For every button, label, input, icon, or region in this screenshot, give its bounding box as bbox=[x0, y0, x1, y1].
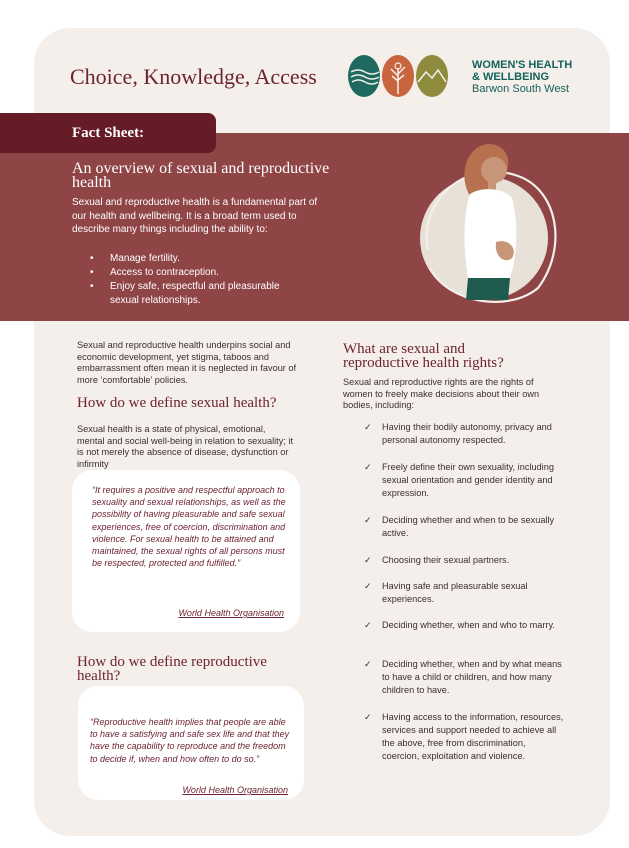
rights-item-text: Deciding whether, when and by what means to have a child or children, and how many children to have. bbox=[382, 659, 562, 695]
woman-illustration-icon bbox=[408, 138, 568, 308]
rights-item-text: Having their bodily autonomy, privacy and personal autonomy respected. bbox=[382, 422, 552, 445]
rights-list-item bbox=[364, 711, 564, 763]
quote-text: “It requires a positive and respectful approach to sexuality and sexual relationships, as well as the possibility of having pleasurable and safe sexual experiences, free of coercion, discrimination and violence. For sexual health to be attained and maintained, the sexual rights of all persons must be respected, protected and fulfilled.” bbox=[92, 485, 286, 569]
logo-line-3: Barwon South West bbox=[472, 83, 570, 95]
who-quote-reproductive-health bbox=[78, 686, 304, 800]
quote-source: World Health Organisation bbox=[178, 608, 284, 618]
rights-heading: What are sexual and reproductive health rights? bbox=[343, 341, 504, 371]
logo-line-1: WOMEN'S HEALTH bbox=[472, 59, 573, 71]
sexual-health-heading: How do we define sexual health? bbox=[77, 395, 277, 411]
who-quote-sexual-health bbox=[72, 470, 300, 632]
rights-intro: Sexual and reproductive rights are the rights of women to freely make decisions about their own bodies, including: bbox=[343, 377, 540, 410]
rights-list-item bbox=[364, 514, 564, 540]
sexual-health-definition: Sexual health is a state of physical, emotional, mental and social well-being in relation to sexuality; it is not merely the absence of disease, dysfunction or infirmity bbox=[77, 424, 294, 469]
banner-list bbox=[90, 252, 310, 308]
quote-source: World Health Organisation bbox=[182, 785, 288, 795]
checkmark-icon: ✓ bbox=[364, 515, 372, 525]
rights-item-text: Having access to the information, resources, services and support needed to achieve all the above, free from discrimination, coercion, exploitation and violence. bbox=[382, 712, 564, 761]
page-headline: Choice, Knowledge, Access bbox=[70, 64, 317, 89]
checkmark-icon: ✓ bbox=[364, 620, 372, 630]
logo-line-2: & WELLBEING bbox=[472, 71, 549, 83]
checkmark-icon: ✓ bbox=[364, 659, 372, 669]
reproductive-health-heading: How do we define reproductive health? bbox=[77, 654, 267, 684]
checkmark-icon: ✓ bbox=[364, 422, 372, 432]
rights-item-text: Choosing their sexual partners. bbox=[382, 555, 510, 565]
fact-sheet-tag: Fact Sheet: bbox=[0, 113, 216, 153]
rights-list-item bbox=[364, 461, 564, 500]
rights-item-text: Deciding whether and when to be sexually active. bbox=[382, 515, 555, 538]
organisation-logo bbox=[346, 54, 572, 100]
logo-ovals-icon bbox=[346, 54, 464, 100]
quote-text: “Reproductive health implies that people are able to have a satisfying and safe sex life and that they have the capability to reproduce and the freedom to decide if, when and how often to do so.” bbox=[90, 717, 290, 764]
left-intro-text: Sexual and reproductive health underpins social and economic development, yet stigma, taboos and embarrassment often mean it is neglected in favour of more ‘comfortable’ policies. bbox=[77, 340, 297, 385]
banner-intro: Sexual and reproductive health is a fundamental part of our health and wellbeing. It is a broad term used to describe many things including the ability to: bbox=[72, 197, 318, 235]
checkmark-icon: ✓ bbox=[364, 555, 372, 565]
rights-item-text: Having safe and pleasurable sexual experiences. bbox=[382, 581, 528, 604]
rights-list-item bbox=[364, 658, 564, 697]
checkmark-icon: ✓ bbox=[364, 462, 372, 472]
rights-list-item bbox=[364, 580, 564, 606]
checkmark-icon: ✓ bbox=[364, 712, 372, 722]
checkmark-icon: ✓ bbox=[364, 581, 372, 591]
banner-title: An overview of sexual and reproductive health bbox=[72, 160, 330, 191]
banner-list-item: • Enjoy safe, respectful and pleasurable sexual relationships. bbox=[90, 280, 310, 308]
banner-list-item: • Access to contraception. bbox=[90, 266, 310, 280]
banner-list-item: • Manage fertility. bbox=[90, 252, 310, 266]
rights-list-item bbox=[364, 619, 564, 632]
rights-list-item bbox=[364, 554, 564, 567]
rights-item-text: Deciding whether, when and who to marry. bbox=[382, 620, 555, 630]
rights-list-item bbox=[364, 421, 564, 447]
rights-item-text: Freely define their own sexuality, including sexual orientation and gender identity and expression. bbox=[382, 462, 554, 498]
